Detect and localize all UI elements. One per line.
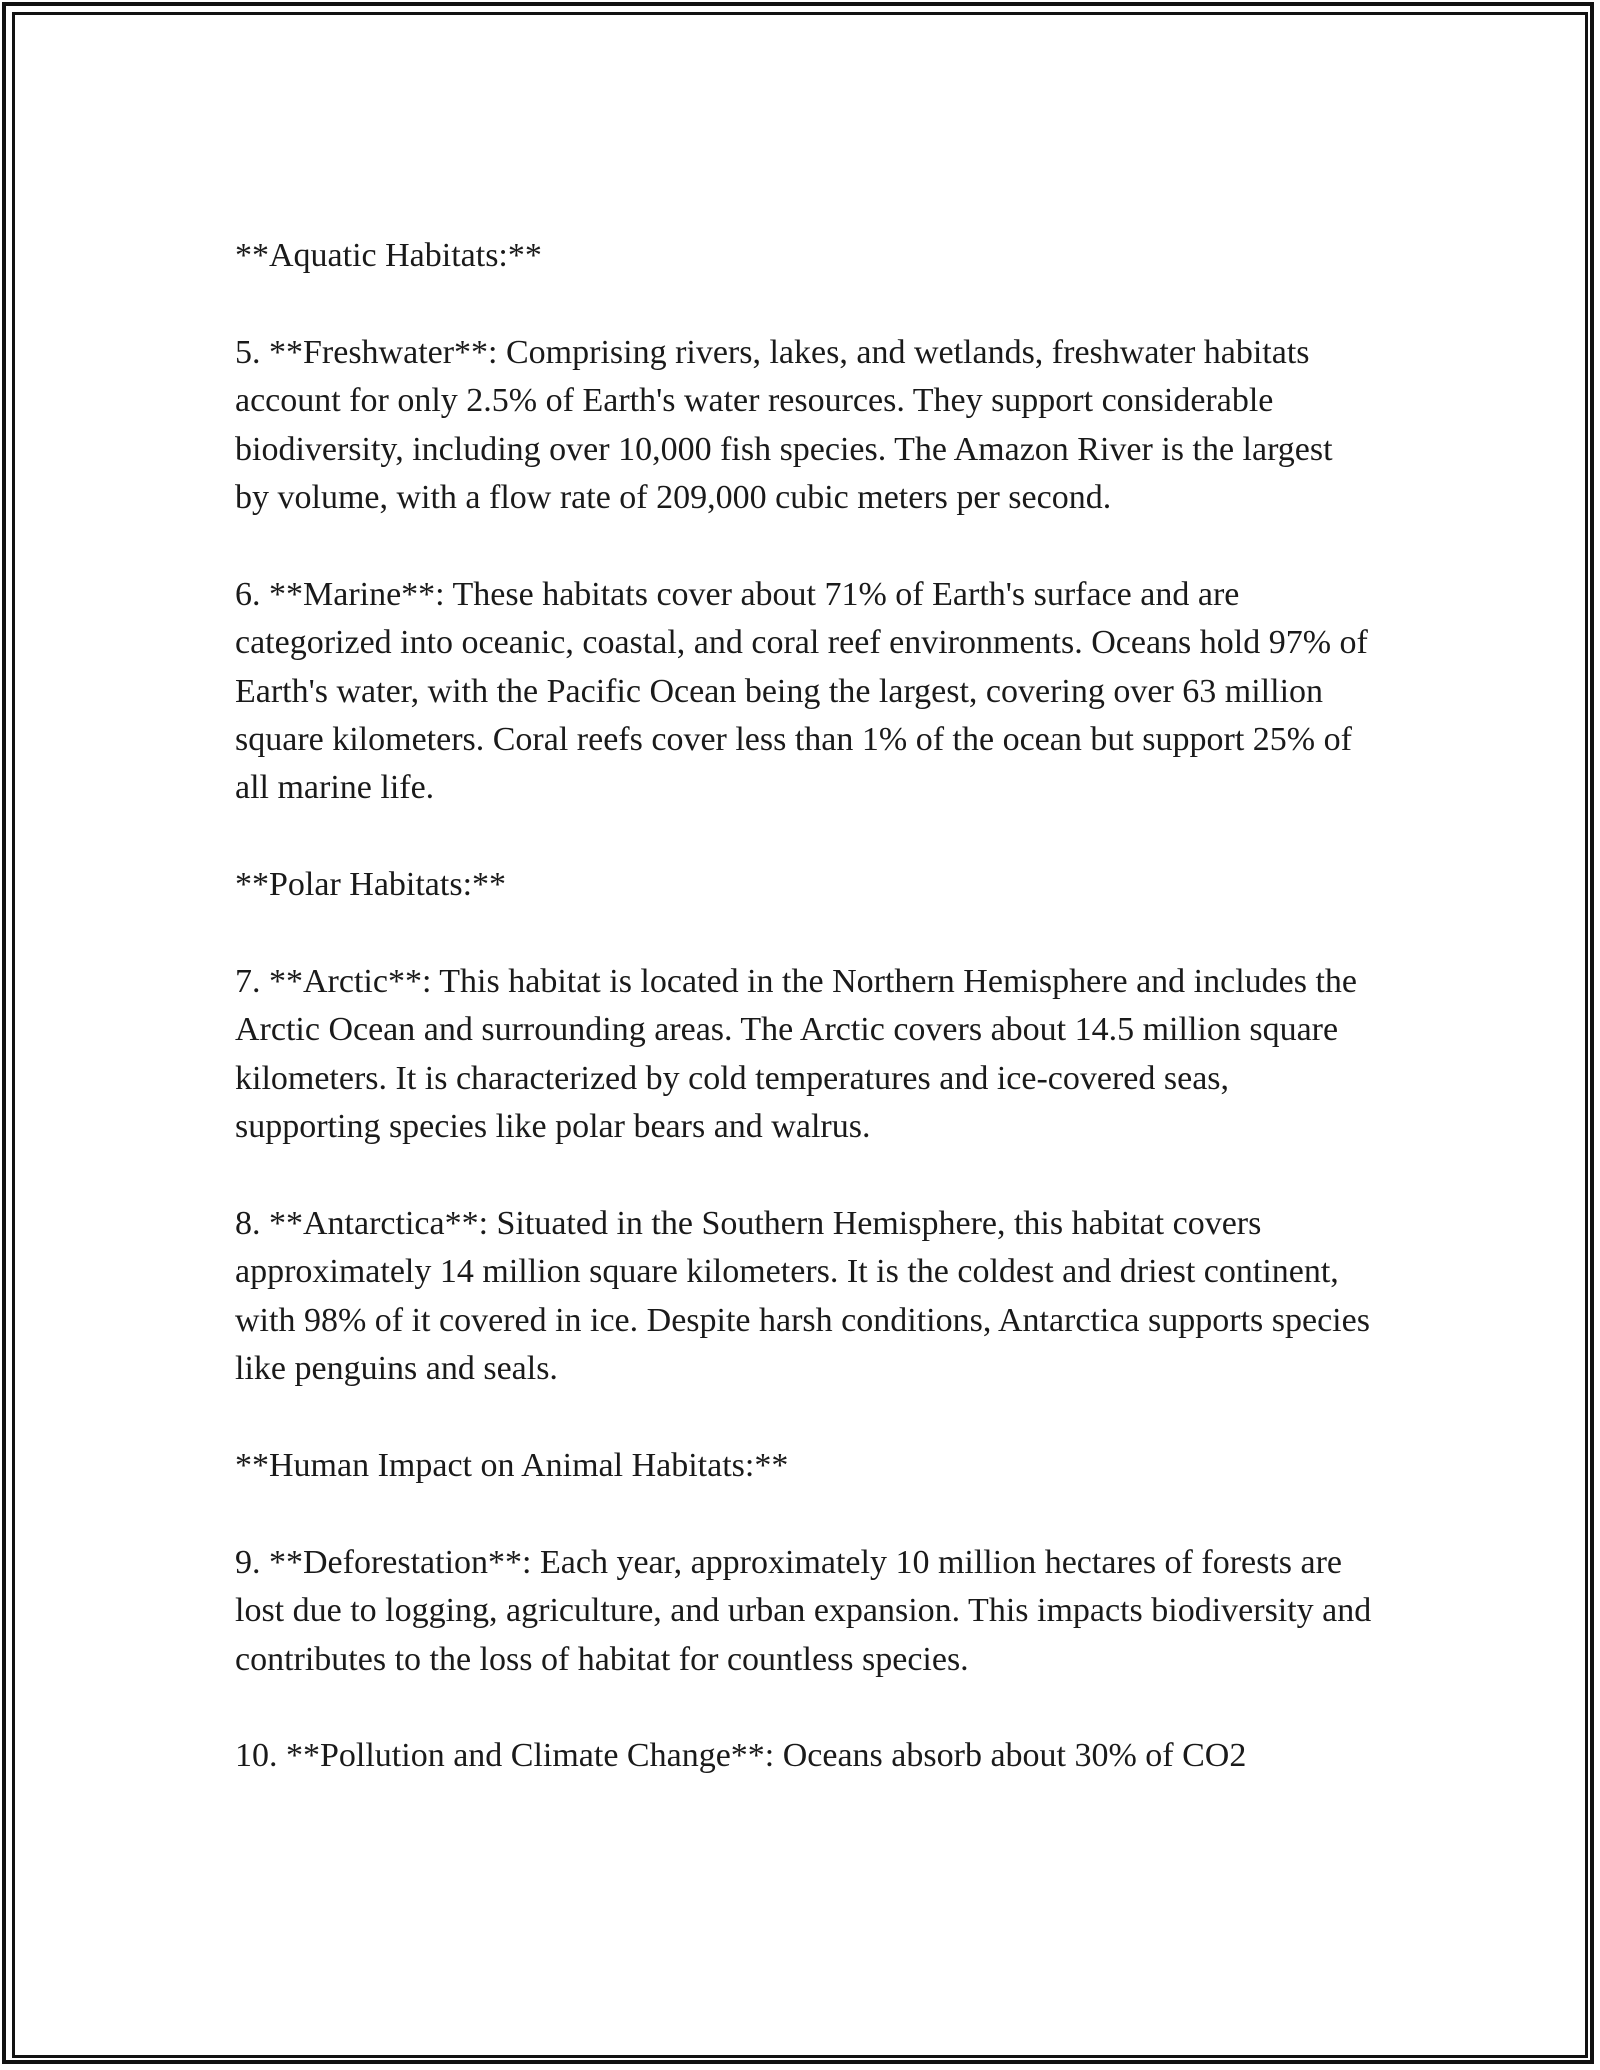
section-heading-aquatic: **Aquatic Habitats:** [235, 237, 542, 274]
section-heading-polar: **Polar Habitats:** [235, 866, 507, 904]
paragraph-deforestation: 9. **Deforestation**: Each year, approximately 10 million hectares of forests are lost due to logging, agriculture, and urban expansion. This impacts biodiversity and contributes to the loss of habitat for countless species. [235, 1543, 1372, 1678]
paragraph-antarctica: 8. **Antarctica**: Situated in the Southern Hemisphere, this habitat covers approximately 14 million square kilometers. It is the coldest and driest continent, with 98% of it covered in ice. Despite harsh conditions, Antarctica supports species like penguins and seals. [235, 1205, 1370, 1388]
paragraph-pollution-climate: 10. **Pollution and Climate Change**: Oceans absorb about 30% of CO2 [235, 1737, 1247, 1775]
paragraph-freshwater: 5. **Freshwater**: Comprising rivers, lakes, and wetlands, freshwater habitats account for only 2.5% of Earth's water resources. They support considerable biodiversity, including over 10,000 fish species. The Amazon River is the largest by volume, with a flow rate of 209,000 cubic meters per second. [235, 333, 1333, 517]
document-body [235, 232, 1375, 1781]
section-heading-human-impact: **Human Impact on Animal Habitats:** [235, 1447, 789, 1485]
paragraph-arctic: 7. **Arctic**: This habitat is located in the Northern Hemisphere and includes the Arctic Ocean and surrounding areas. The Arctic covers about 14.5 million square kilometers. It is characterized by cold temperatures and ice-covered seas, supporting species like polar bears and walrus. [235, 963, 1358, 1146]
paragraph-marine: 6. **Marine**: These habitats cover about 71% of Earth's surface and are categorized into oceanic, coastal, and coral reef environments. Oceans hold 97% of Earth's water, with the Pacific Ocean being the largest, covering over 63 million square kilometers. Coral reefs cover less than 1% of the ocean but support 25% of all marine life. [235, 575, 1368, 807]
